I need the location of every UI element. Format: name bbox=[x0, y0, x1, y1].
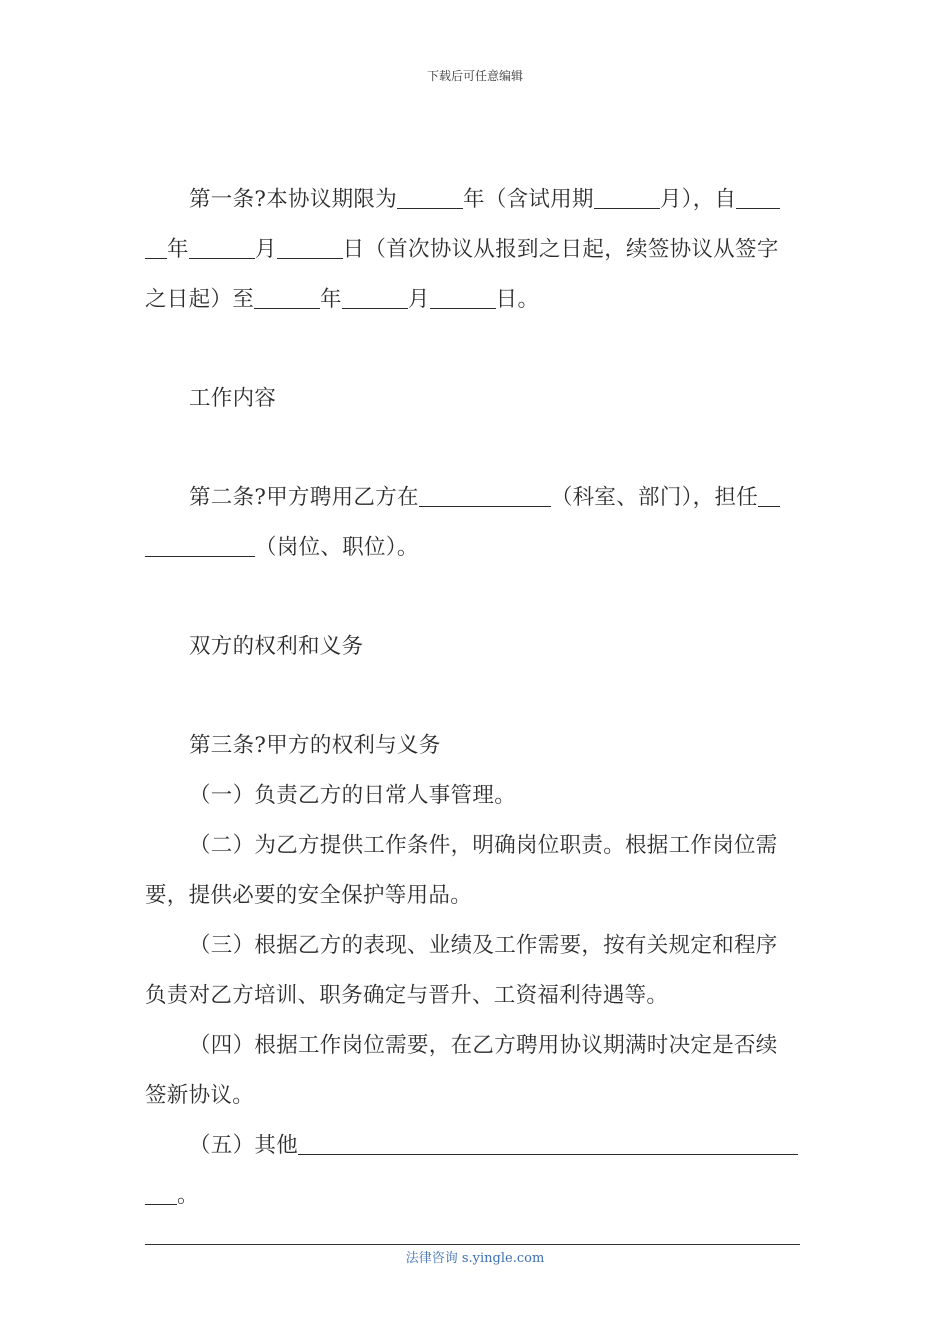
blank-other-cont bbox=[145, 1184, 177, 1205]
article-3-item-3-line-2 bbox=[145, 971, 805, 1021]
article-1-text: 年 bbox=[320, 287, 342, 312]
blank-probation-months bbox=[594, 188, 660, 209]
article-3-item-3-line-1 bbox=[145, 921, 805, 971]
footer-link[interactable]: 法律咨询 s.yingle.com bbox=[405, 1251, 545, 1266]
article-2-text: （科室、部门），担任 bbox=[550, 485, 759, 510]
blank-start-year-cont bbox=[145, 238, 167, 259]
blank-department bbox=[419, 486, 551, 507]
article-3-item-1 bbox=[145, 771, 805, 821]
article-3-item-text: 。 bbox=[177, 1183, 199, 1208]
blank-other bbox=[298, 1134, 798, 1155]
article-1-line-2 bbox=[145, 225, 805, 275]
article-3-item-text: （五）其他 bbox=[189, 1133, 299, 1158]
blank-start-month bbox=[189, 238, 255, 259]
blank-end-month bbox=[342, 288, 408, 309]
article-1-text: 年（含试用期 bbox=[463, 187, 594, 212]
article-1-text: 月 bbox=[254, 237, 277, 262]
blank-end-year bbox=[254, 288, 320, 309]
blank-position bbox=[758, 486, 780, 507]
article-3-item-4-line-1 bbox=[145, 1021, 805, 1071]
document-body bbox=[145, 175, 805, 1221]
article-3-item-text: （四）根据工作岗位需要，在乙方聘用协议期满时决定是否续 bbox=[189, 1033, 778, 1058]
header-note: 下载后可任意编辑 bbox=[426, 69, 523, 83]
article-3-item-text: （三）根据乙方的表现、业绩及工作需要，按有关规定和程序 bbox=[189, 933, 778, 958]
article-1-text: 月 bbox=[407, 287, 430, 312]
article-2-text: （岗位、职位）。 bbox=[255, 535, 419, 560]
article-3-title-text: 第三条?甲方的权利与义务 bbox=[189, 733, 441, 758]
article-3-item-2-line-2 bbox=[145, 871, 805, 921]
article-3-item-5-line-2 bbox=[145, 1171, 805, 1221]
section-title-rights-text: 双方的权利和义务 bbox=[189, 634, 364, 659]
article-3-item-text: 要，提供必要的安全保护等用品。 bbox=[145, 883, 473, 908]
section-title-work-text: 工作内容 bbox=[189, 386, 277, 411]
article-1-text: 第一条?本协议期限为 bbox=[189, 187, 398, 212]
article-1-text: 之日起）至 bbox=[145, 287, 255, 312]
article-1-text: 日（首次协议从报到之日起，续签协议从签字 bbox=[342, 237, 779, 262]
footer-divider bbox=[145, 1244, 800, 1245]
article-3-item-4-line-2 bbox=[145, 1071, 805, 1121]
article-1-line-1 bbox=[145, 175, 805, 225]
article-3-item-5-line-1 bbox=[145, 1121, 805, 1171]
article-2-line-2 bbox=[145, 523, 805, 573]
article-3-item-text: 负责对乙方培训、职务确定与晋升、工资福利待遇等。 bbox=[145, 983, 669, 1008]
article-3-item-2-line-1 bbox=[145, 821, 805, 871]
blank-position-cont bbox=[145, 536, 255, 557]
article-2-text: 第二条?甲方聘用乙方在 bbox=[189, 485, 419, 510]
section-title-rights bbox=[145, 622, 805, 672]
article-1-text: 日。 bbox=[495, 287, 540, 312]
blank-start-day bbox=[277, 238, 343, 259]
article-1-line-3 bbox=[145, 275, 805, 325]
article-3-item-text: （二）为乙方提供工作条件，明确岗位职责。根据工作岗位需 bbox=[189, 833, 778, 858]
article-3-title bbox=[145, 721, 805, 771]
blank-years bbox=[397, 188, 463, 209]
article-3-item-text: 签新协议。 bbox=[145, 1083, 255, 1108]
article-1-text: 月），自 bbox=[659, 187, 737, 212]
blank-end-day bbox=[430, 288, 496, 309]
blank-start-year bbox=[736, 188, 780, 209]
article-2-line-1 bbox=[145, 473, 805, 523]
article-1-text: 年 bbox=[167, 237, 189, 262]
article-3-item-text: （一）负责乙方的日常人事管理。 bbox=[189, 783, 517, 808]
section-title-work bbox=[145, 374, 805, 424]
